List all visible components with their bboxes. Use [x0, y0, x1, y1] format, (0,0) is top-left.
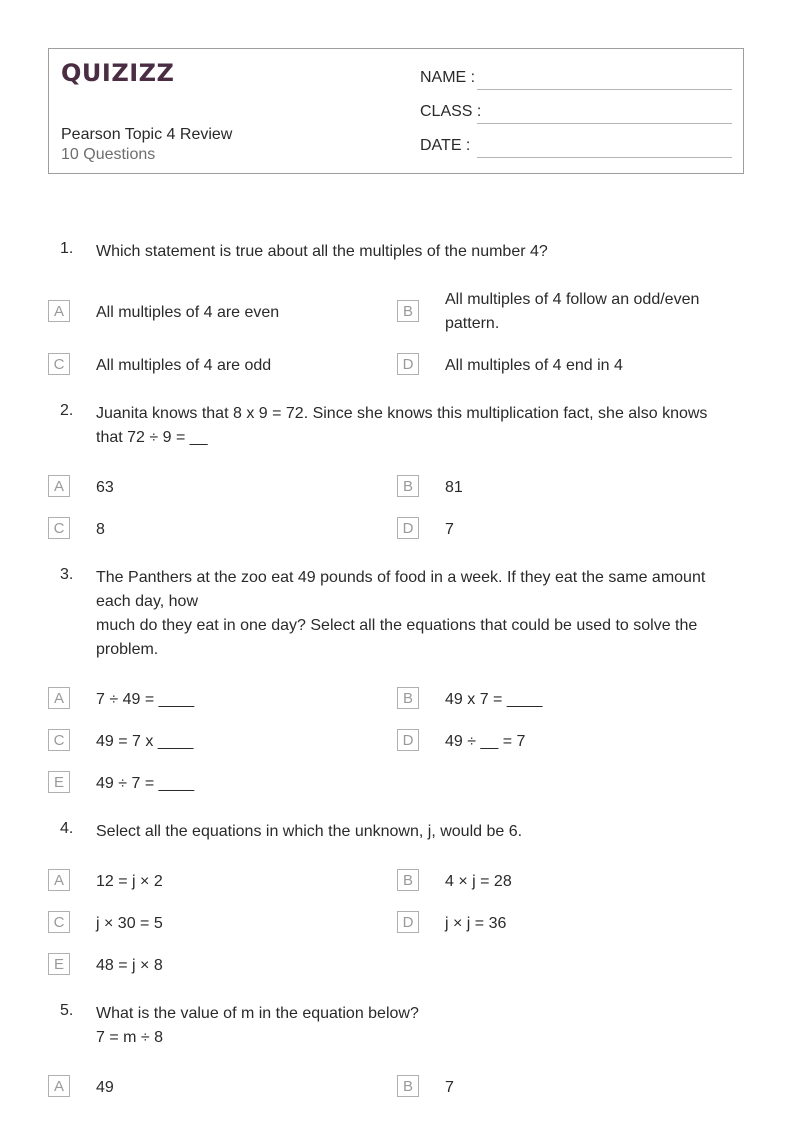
option-letter-box: A	[48, 869, 70, 891]
class-line[interactable]	[477, 123, 732, 124]
option-text: All multiples of 4 are even	[96, 304, 280, 321]
option-text: 8	[96, 521, 105, 538]
option-text: 7 ÷ 49 = ____	[96, 691, 195, 708]
option-text: All multiples of 4 end in 4	[445, 357, 623, 374]
question-number: 3.	[60, 566, 74, 583]
option-text: 7	[445, 521, 454, 538]
name-label: NAME :	[420, 69, 476, 86]
option-letter-box: C	[48, 911, 70, 933]
class-label: CLASS :	[420, 103, 482, 120]
option-letter-box: B	[397, 300, 419, 322]
option-text: 49 ÷ __ = 7	[445, 733, 526, 750]
option-text: 7	[445, 1079, 454, 1096]
option-letter-box: B	[397, 687, 419, 709]
name-line[interactable]	[477, 89, 732, 90]
option-text: 4 × j = 28	[445, 873, 512, 890]
date-line[interactable]	[477, 157, 732, 158]
question-text-line: 7 = m ÷ 8	[96, 1029, 164, 1046]
option-letter-box: E	[48, 953, 70, 975]
option-text: 63	[96, 479, 114, 496]
question-number: 2.	[60, 402, 74, 419]
option-text: j × j = 36	[445, 915, 507, 932]
option-letter-box: B	[397, 1075, 419, 1097]
option-letter-box: D	[397, 517, 419, 539]
date-label: DATE :	[420, 137, 471, 154]
option-letter-box: C	[48, 353, 70, 375]
option-letter-box: B	[397, 869, 419, 891]
question-number: 5.	[60, 1002, 74, 1019]
option-text: 12 = j × 2	[96, 873, 163, 890]
option-letter-box: B	[397, 475, 419, 497]
option-text: 48 = j × 8	[96, 957, 163, 974]
option-text: j × 30 = 5	[96, 915, 163, 932]
option-text: 49 ÷ 7 = ____	[96, 775, 195, 792]
question-text	[96, 1002, 736, 1050]
question-number: 4.	[60, 820, 74, 837]
option-text: 49 = 7 x ____	[96, 733, 194, 750]
option-text: All multiples of 4 are odd	[96, 357, 272, 374]
option-letter-box: C	[48, 517, 70, 539]
question-number: 1.	[60, 240, 74, 257]
option-text: All multiples of 4 follow an odd/even pattern.	[445, 291, 700, 332]
option-text: 81	[445, 479, 463, 496]
option-letter-box: D	[397, 353, 419, 375]
option-letter-box: D	[397, 729, 419, 751]
question-text-line: What is the value of m in the equation below?	[96, 1005, 419, 1022]
option-letter-box: E	[48, 771, 70, 793]
option-letter-box: D	[397, 911, 419, 933]
question-text	[96, 566, 736, 662]
option-letter-box: A	[48, 687, 70, 709]
question-count: 10 Questions	[61, 146, 156, 163]
question-text-line: The Panthers at the zoo eat 49 pounds of food in a week. If they eat the same amount each day, how	[96, 569, 706, 610]
worksheet-title: Pearson Topic 4 Review	[61, 126, 233, 143]
option-letter-box: A	[48, 1075, 70, 1097]
question-text: Select all the equations in which the unknown, j, would be 6.	[96, 823, 523, 840]
option-text: 49	[96, 1079, 114, 1096]
option-letter-box: A	[48, 475, 70, 497]
option-letter-box: A	[48, 300, 70, 322]
option-text: 49 x 7 = ____	[445, 691, 543, 708]
worksheet-header	[48, 48, 744, 174]
question-text: Juanita knows that 8 x 9 = 72. Since she knows this multiplication fact, she also knows that 72 ÷ 9 = __	[96, 405, 708, 446]
option-letter-box: C	[48, 729, 70, 751]
quizizz-logo: QUIZIZZ	[61, 59, 175, 87]
question-text-line: much do they eat in one day? Select all the equations that could be used to solve the problem.	[96, 617, 698, 658]
question-text: Which statement is true about all the multiples of the number 4?	[96, 243, 548, 260]
